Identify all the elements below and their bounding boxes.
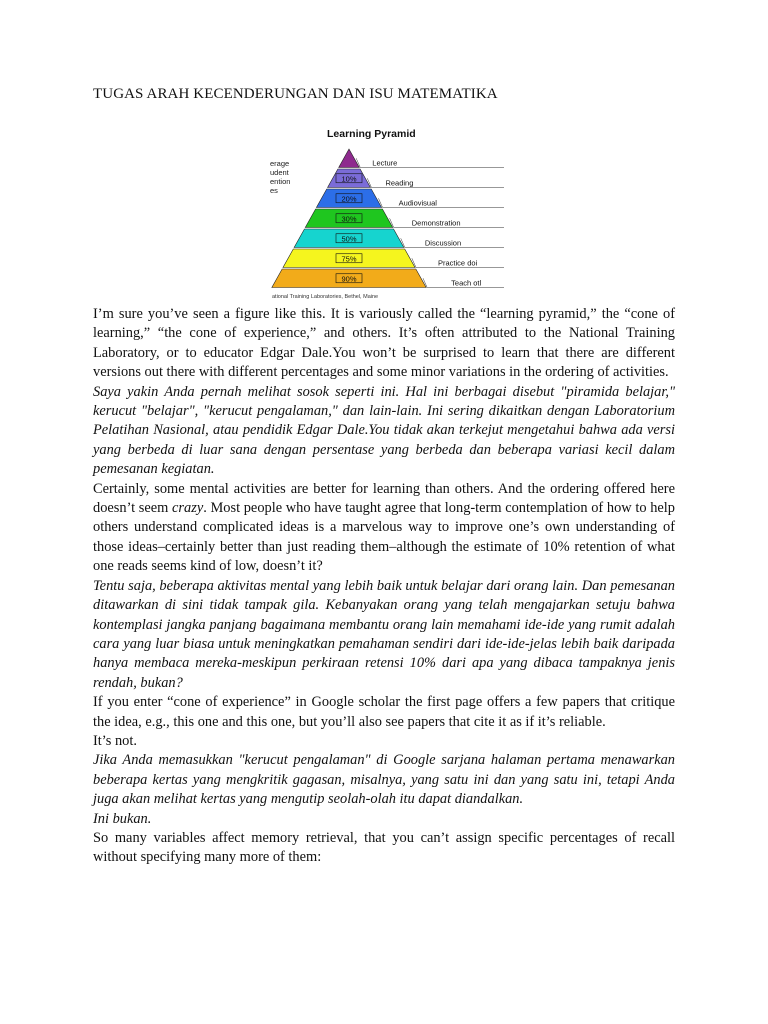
pyramid-side-label: [270, 159, 290, 195]
pyramid-caption: ational Training Laboratories, Bethel, Maine: [272, 294, 379, 300]
paragraph-indonesian-intro: Saya yakin Anda pernah melihat sosok seperti ini. Hal ini berbagai disebut "piramida belajar," kerucut "belajar", "kerucut pengalaman," dan lain-lain. Ini sering dikaitkan dengan Laboratorium Pelatihan Nasional, atau pendidik Edgar Dale.You tidak akan terkejut mengetahui bahwa ada versi yang berbeda di luar sana dengan persentase yang berbeda dan beberapa variasi kecil dalam pemesanan kegiatan.: [93, 383, 675, 478]
paragraph-indonesian-ini-bukan: Ini bukan.: [93, 810, 152, 827]
pyramid-activity-label: Teach otl: [451, 278, 482, 288]
pyramid-activity-label: Demonstration: [411, 218, 461, 228]
pyramid-title: Learning Pyramid: [327, 128, 416, 140]
emphasis-text: crazy: [172, 500, 204, 517]
pyramid-activity-label: Discussion: [424, 238, 462, 248]
pyramid-activity-label: Lecture: [372, 158, 398, 168]
text-run: . Most people who have taught agree that long-term contemplation of how to help others understand complicated ideas is a marvelous way to improve one’s own understanding of those ideas–certainly better than just reading them–although the estimate of 10% retention of what one reads seems kind of low, doesn’t it?: [93, 500, 675, 575]
pyramid-activity-label: Reading: [385, 178, 414, 188]
pyramid-activity-label: Audiovisual: [398, 198, 437, 208]
paragraph-english-its-not: It’s not.: [93, 732, 137, 749]
pyramid-percent-label: 75%: [341, 254, 357, 264]
side-label-line: erage: [270, 159, 290, 168]
paragraph-indonesian-scholar: Jika Anda memasukkan "kerucut pengalaman" di Google sarjana halaman pertama menawarkan beberapa kertas yang mengkritik gagasan, misalnya, yang satu ini dan yang satu ini, tetapi Anda juga akan melihat kertas yang mengutip seolah-olah itu dapat diandalkan.: [93, 752, 675, 808]
pyramid-percent-label: 20%: [341, 194, 357, 204]
pyramid-percent-label: 50%: [341, 234, 357, 244]
learning-pyramid-chart: [268, 122, 504, 304]
pyramid-levels: [272, 149, 504, 288]
pyramid-percent-label: 10%: [341, 174, 357, 184]
pyramid-leader-line: [378, 198, 504, 207]
article-body: [93, 305, 675, 868]
side-label-line: ention: [270, 177, 291, 186]
side-label-line: es: [270, 186, 278, 195]
pyramid-activity-label: Practice doi: [438, 258, 478, 268]
paragraph-english-intro: I’m sure you’ve seen a figure like this. It is variously called the “learning pyramid,” the “cone of learning,” “the cone of experience,” and others. It’s often attributed to the National Training Laboratory, or to educator Edgar Dale.You won’t be surprised to learn that there are different versions out there with different percentages and some minor variations in the ordering of activities.: [93, 306, 675, 381]
paragraph-indonesian-activities: Tentu saja, beberapa aktivitas mental yang lebih baik untuk belajar dari orang lain. Dan pemesanan ditawarkan di sini tidak tampak gila. Kebanyakan orang yang telah mengajarkan setuju bahwa kontemplasi jangka panjang bagaimana membantu orang lain memahami ide-ide yang rumit adalah cara yang luar biasa untuk meningkatkan pemahaman sendiri dari ide-ide-jelas lebih baik daripada hanya membaca mereka-meskipun perkiraan retensi 10% dari apa yang dibaca tampaknya jenis rendah, bukan?: [93, 577, 675, 691]
learning-pyramid-figure: [268, 122, 504, 304]
side-label-line: udent: [270, 168, 289, 177]
paragraph-english-variables: So many variables affect memory retrieval, that you can’t assign specific percentages of recall without specifying many more of them:: [93, 829, 675, 866]
paragraph-english-activities: [93, 480, 675, 577]
pyramid-percent-label: 90%: [341, 274, 357, 284]
pyramid-percent-label: 30%: [341, 214, 357, 224]
document-title: TUGAS ARAH KECENDERUNGAN DAN ISU MATEMATIKA: [93, 86, 498, 102]
text-run: Certainly, some mental activities are better for learning than others. And the ordering offered here doesn’t seem: [93, 480, 675, 517]
paragraph-english-scholar: If you enter “cone of experience” in Google scholar the first page offers a few papers that critique the idea, e.g., this one and this one, but you’ll also see papers that cite it as if it’s reliable.: [93, 694, 675, 730]
